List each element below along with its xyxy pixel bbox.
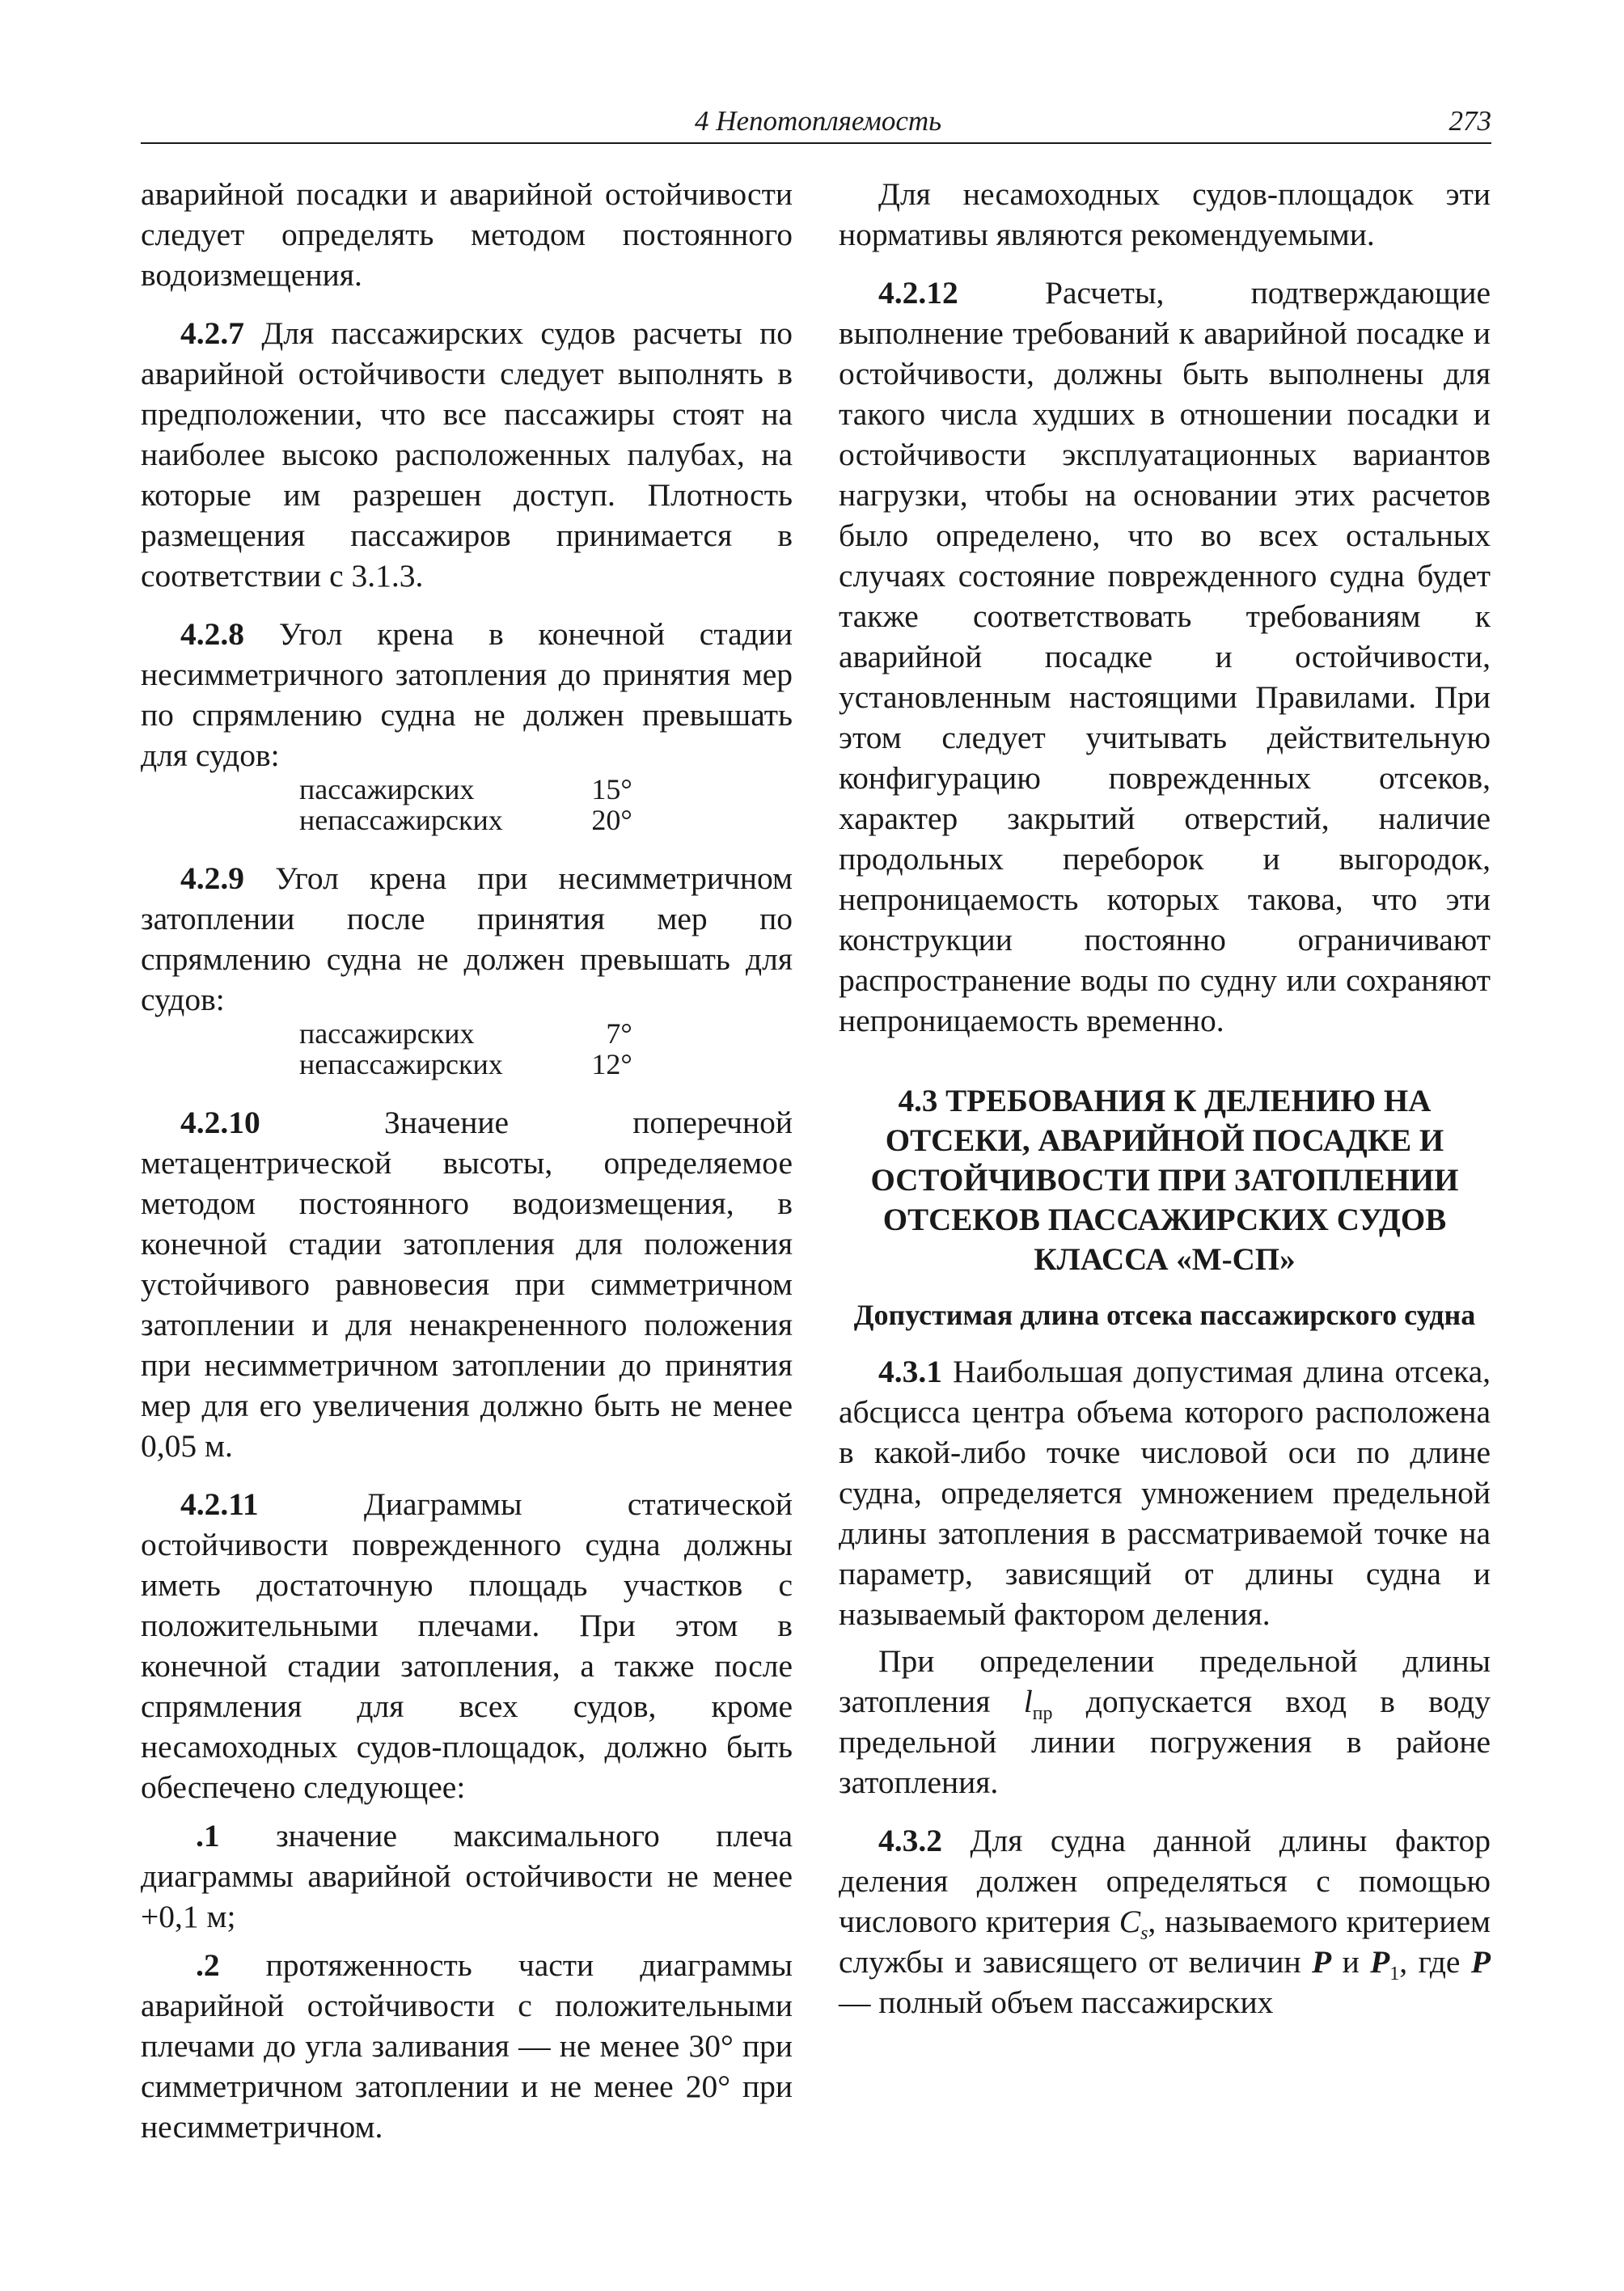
paragraph-4-2-9: 4.2.9 Угол крена при несимметричном затоплении после принятия мер по спрямлению судна не должен превышать для судов: — [141, 860, 793, 1017]
clause-number: 4.2.7 — [180, 315, 244, 351]
table-row — [299, 774, 632, 805]
clause-number: 4.2.11 — [180, 1486, 259, 1522]
subsection-heading: Допустимая длина отсека пассажирского судна — [853, 1299, 1476, 1331]
paragraph-4-3-2: 4.3.2 Для судна данной длины фактор деления должен определяться с помощью числового критерия $C_s$, называемого критерием службы и зависящего от величин P и $P_1$, где P — полный объем пассажирских — [839, 1823, 1491, 2020]
section-heading-4-3: 4.3 ТРЕБОВАНИЯ К ДЕЛЕНИЮ НА ОТСЕКИ, АВАРИЙНОЙ ПОСАДКЕ И ОСТОЙЧИВОСТИ ПРИ ЗАТОПЛЕНИИ ОТСЕКОВ ПАССАЖИРСКИХ СУДОВ КЛАССА «М-СП» — [870, 1084, 1459, 1277]
clause-number: 4.2.8 — [180, 616, 244, 652]
item-number: .1 — [196, 1818, 220, 1854]
vessel-type: пассажирских — [299, 1017, 475, 1050]
paragraph-4-3-1: 4.3.1 Наибольшая допустимая длина отсека, абсцисса центра объема которого расположена в какой-либо точке числовой оси по длине судна, определяется умножением предельной длины затопления в рассматриваемой точке на параметр, зависящий от длины судна и называемый фактором деления. — [839, 1354, 1491, 1632]
left-column — [141, 174, 793, 2155]
page-number: 273 — [1448, 105, 1491, 137]
heel-angle-table-4-2-9 — [299, 1018, 632, 1080]
vessel-type: непассажирских — [299, 804, 503, 836]
paragraph-4-2-10: 4.2.10 Значение поперечной метацентрической высоты, определяемое методом постоянного водоизмещения, в конечной стадии затопления для положения устойчивого равновесия при симметричном затоплении и для ненакрененного положения при несимметричном затоплении до принятия мер для его увеличения должно быть не менее 0,05 м. — [141, 1105, 793, 1464]
running-header — [141, 102, 1491, 144]
angle-value: 15° — [591, 773, 632, 805]
vessel-type: непассажирских — [299, 1048, 503, 1080]
angle-value: 7° — [606, 1017, 632, 1050]
paragraph-4-2-8: 4.2.8 Угол крена в конечной стадии несимметричного затопления до принятия мер по спрямлению судна не должен превышать для судов: — [141, 616, 793, 773]
clause-number: 4.2.10 — [180, 1105, 260, 1140]
angle-value: 12° — [591, 1048, 632, 1080]
list-item-2: .2 протяженность части диаграммы аварийной остойчивости с положительными плечами до угла заливания — не менее 30° при симметричном затоплении и не менее 20° при несимметричном. — [141, 1947, 793, 2145]
table-row — [299, 1049, 632, 1080]
heel-angle-table-4-2-8 — [299, 774, 632, 835]
paragraph-4-2-12: 4.2.12 Расчеты, подтверждающие выполнение требований к аварийной посадке и остойчивости, должны быть выполнены для такого числа худших в отношении посадки и остойчивости эксплуатационных вариантов нагрузки, чтобы на основании этих расчетов было определено, что во всех остальных случаях состояние поврежденного судна будет также соответствовать требованиям к аварийной посадке и остойчивости, установленным настоящими Правилами. При этом следует учитывать действительную конфигурацию поврежденных отсеков, характер закрытий отверстий, наличие продольных переборок и выгородок, непроницаемость которых такова, что эти конструкции постоянно ограничивают распространение воды по судну или сохраняют непроницаемость временно. — [839, 275, 1491, 1038]
symbol-subscript: 1 — [1389, 1963, 1400, 1985]
table-row — [299, 1018, 632, 1049]
symbol-p: P — [1312, 1944, 1332, 1980]
paragraph-intro: аварийной посадки и аварийной остойчивости следует определять методом постоянного водоизмещения. — [141, 176, 793, 293]
clause-number: 4.2.12 — [878, 275, 958, 311]
paragraph-nonself-propelled: Для несамоходных судов-площадок эти нормативы являются рекомендуемыми. — [839, 176, 1491, 252]
paragraph-flooding-length: При определении предельной длины затопления $l_{пр}$ допускается вход в воду предельной линии погружения в районе затопления. — [839, 1643, 1491, 1800]
symbol-p: P — [1470, 1944, 1491, 1980]
paragraph-4-2-11: 4.2.11 Диаграммы статической остойчивости поврежденного судна должны иметь достаточную площадь участков с положительными плечами. При этом в конечной стадии затопления, а также после спрямления для всех судов, кроме несамоходных судов-площадок, должно быть обеспечено следующее: — [141, 1486, 793, 1805]
symbol-p1: P — [1370, 1944, 1390, 1980]
symbol-subscript: s — [1140, 1922, 1148, 1944]
symbol-cs: C — [1119, 1904, 1141, 1939]
clause-number: 4.2.9 — [180, 860, 244, 896]
angle-value: 20° — [591, 804, 632, 836]
symbol-l: l — [1023, 1684, 1033, 1719]
running-header-title: 4 Непотопляемость — [695, 105, 942, 137]
symbol-subscript: пр — [1032, 1702, 1053, 1724]
paragraph-4-2-7: 4.2.7 Для пассажирских судов расчеты по аварийной остойчивости следует выполнять в предположении, что все пассажиры стоят на наиболее высоко расположенных палубах, на которые им разрешен доступ. Плотность размещения пассажиров принимается в соответствии с 3.1.3. — [141, 315, 793, 594]
clause-number: 4.3.2 — [878, 1823, 942, 1858]
clause-number: 4.3.1 — [878, 1354, 942, 1389]
list-item-1: .1 значение максимального плеча диаграммы аварийной остойчивости не менее +0,1 м; — [141, 1818, 793, 1934]
vessel-type: пассажирских — [299, 773, 475, 805]
table-row — [299, 805, 632, 835]
right-column — [839, 174, 1491, 2040]
item-number: .2 — [196, 1947, 220, 1983]
